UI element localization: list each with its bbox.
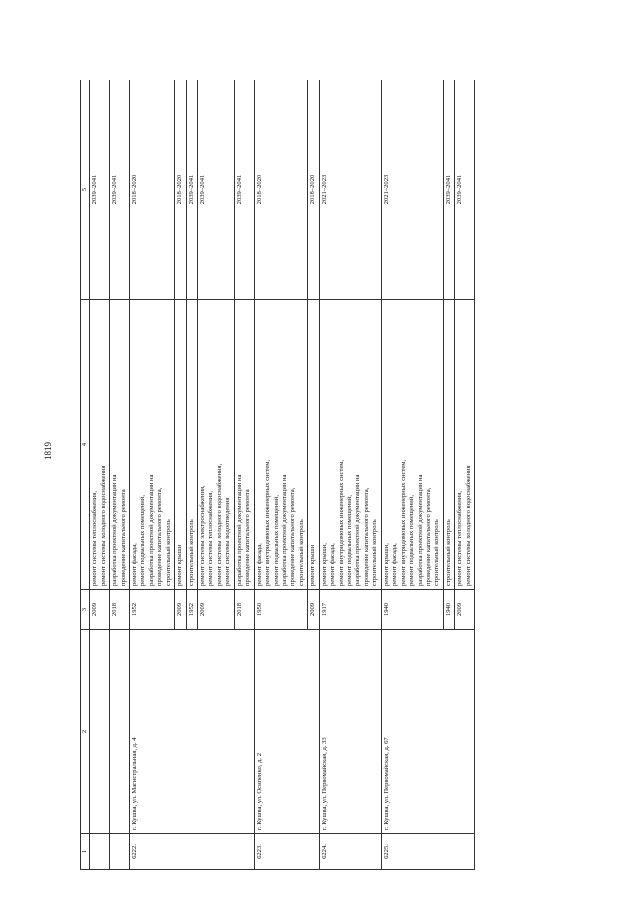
period: 2021–2023 xyxy=(319,80,381,300)
work-type: строительный контроль xyxy=(443,300,454,590)
year: 2009 xyxy=(198,590,235,630)
year: 2009 xyxy=(90,590,110,630)
header-cell: 5 xyxy=(81,80,90,300)
year: 1952 xyxy=(186,590,197,630)
address: г. Кушва, ул. Осипенко, д. 2 xyxy=(254,630,319,834)
year: 2009 xyxy=(455,590,475,630)
period: 2018–2020 xyxy=(175,80,186,300)
period: 2039–2041 xyxy=(455,80,475,300)
year: 2009 xyxy=(308,590,319,630)
header-cell: 2 xyxy=(81,630,90,834)
row-number: 6222. xyxy=(129,834,254,870)
period: 2039–2041 xyxy=(443,80,454,300)
rotated-table-container xyxy=(80,80,600,870)
work-type: разработка проектной документации на проведение капитального ремонта xyxy=(234,300,254,590)
period: 2039–2041 xyxy=(234,80,254,300)
table-row xyxy=(110,80,130,870)
year: 2009 xyxy=(175,590,186,630)
period: 2039–2041 xyxy=(198,80,235,300)
page-number: 1819 xyxy=(43,442,53,460)
row-number xyxy=(110,834,130,870)
year: 1940 xyxy=(443,590,454,630)
work-type: ремонт фасада, ремонт внутридомовых инженерных систем, ремонт подвальных помещений, разработка проектной документации на проведение капитального ремонта, строительный контроль xyxy=(254,300,308,590)
year: 1952 xyxy=(129,590,174,630)
address xyxy=(90,630,110,834)
header-cell: 3 xyxy=(81,590,90,630)
work-type: ремонт системы электроснабжения, ремонт системы теплоснабжения, ремонт системы холодного водоснабжения, ремонт системы водоотведения xyxy=(198,300,235,590)
work-type: ремонт крыши xyxy=(175,300,186,590)
work-type: ремонт крыши, ремонт фасада, ремонт внутридомовых инженерных систем, ремонт подвальных помещений, разработка проектной документации на проведение капитального ремонта, строительный контроль xyxy=(381,300,443,590)
address: г. Кушва, ул. Магистральная, д. 4 xyxy=(129,630,254,834)
header-row xyxy=(81,80,90,870)
header-cell: 1 xyxy=(81,834,90,870)
period: 2039–2041 xyxy=(90,80,110,300)
table-row xyxy=(90,80,110,870)
period: 2018–2020 xyxy=(129,80,174,300)
table-row xyxy=(254,80,308,870)
work-type: ремонт системы теплоснабжения, ремонт системы холодного водоснабжения xyxy=(455,300,475,590)
year: 2018 xyxy=(110,590,130,630)
work-type: разработка проектной документации на проведение капитального ремонта xyxy=(110,300,130,590)
year: 1950 xyxy=(254,590,308,630)
repair-schedule-table xyxy=(80,80,475,870)
year: 1917 xyxy=(319,590,381,630)
row-number xyxy=(90,834,110,870)
header-cell: 4 xyxy=(81,300,90,590)
work-type: ремонт фасада, ремонт подвальных помещений, разработка проектной документации на проведение капитального ремонта, строительный контроль xyxy=(129,300,174,590)
table-row xyxy=(381,80,443,870)
year: 2018 xyxy=(234,590,254,630)
period: 2018–2020 xyxy=(254,80,308,300)
row-number: 6224. xyxy=(319,834,381,870)
year: 1940 xyxy=(381,590,443,630)
work-type: ремонт системы теплоснабжения, ремонт системы холодного водоснабжения xyxy=(90,300,110,590)
row-number: 6225. xyxy=(381,834,474,870)
rotated-table-frame xyxy=(80,80,600,870)
table-row xyxy=(319,80,381,870)
work-type: строительный контроль xyxy=(186,300,197,590)
period: 2039–2041 xyxy=(110,80,130,300)
address: г. Кушва, ул. Первомайская, д. 67 xyxy=(381,630,474,834)
row-number: 6223. xyxy=(254,834,319,870)
table-row xyxy=(129,80,174,870)
address xyxy=(110,630,130,834)
period: 2039–2041 xyxy=(186,80,197,300)
work-type: ремонт крыши, ремонт фасада, ремонт внутридомовых инженерных систем, ремонт подвальных помещений, разработка проектной документации на проведение капитального ремонта, строительный контроль xyxy=(319,300,381,590)
period: 2018–2020 xyxy=(308,80,319,300)
work-type: ремонт крыши xyxy=(308,300,319,590)
period: 2021–2023 xyxy=(381,80,443,300)
address: г. Кушва, ул. Первомайская, д. 33 xyxy=(319,630,381,834)
